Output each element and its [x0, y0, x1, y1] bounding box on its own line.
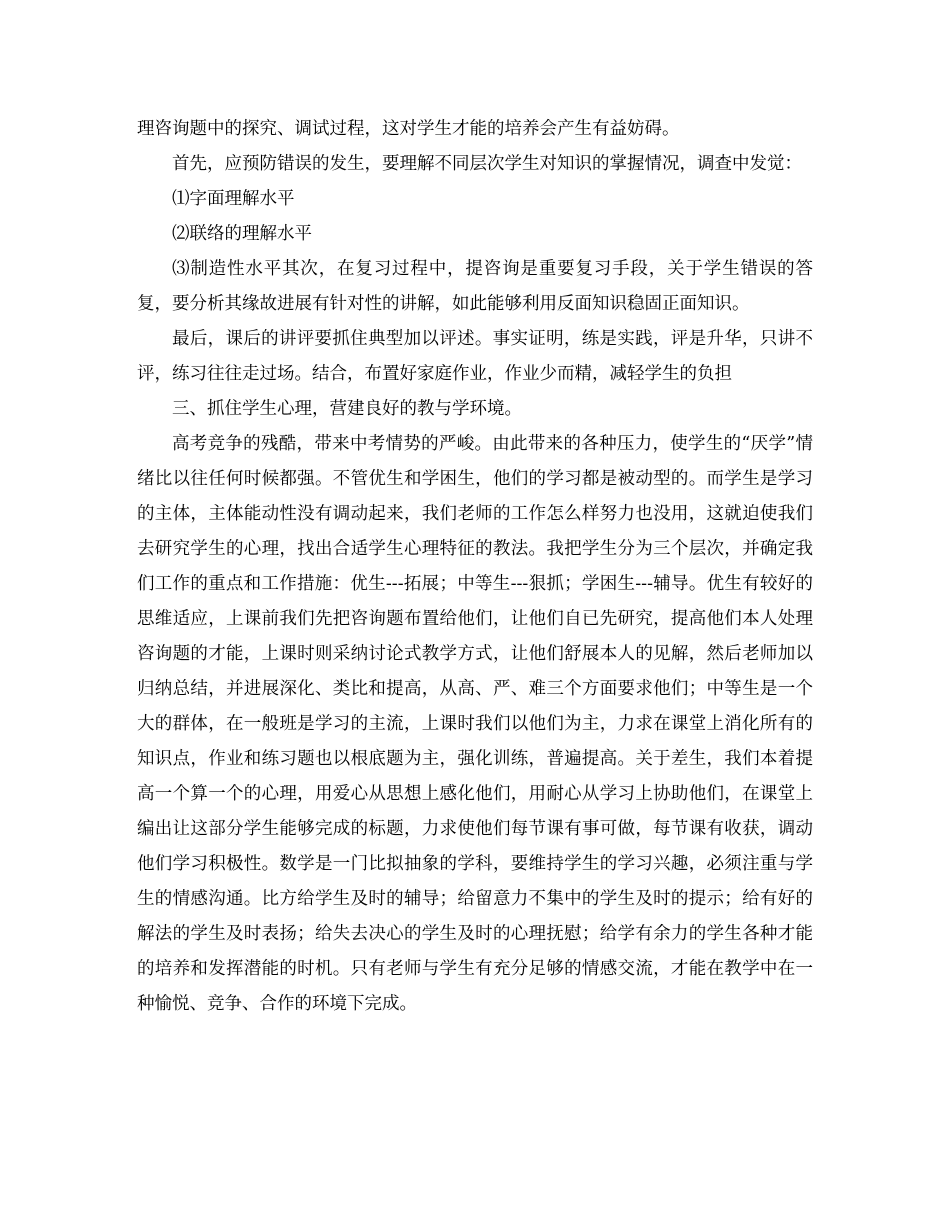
list-item-literal-level: ⑴字面理解水平	[172, 189, 295, 209]
paragraph-exam-pressure: 高考竞争的残酷，带来中考情势的严峻。由此带来的各种压力，使学生的“厌学”情绪比以往任何时候都强。不管优生和学困生，他们的学习都是被动型的。而学生是学习的主体，主体能动性没有调动起来，我们老师的工作怎么样努力也没用，这就迫使我们去研究学生的心理，找出合适学生心理特征的教法。我把学生分为三个层次，并确定我们工作的重点和工作措施：优生---拓展；中等生---狠抓；学困生---辅导。优生有较好的思维适应，上课前我们先把咨询题布置给他们，让他们自已先研究，提高他们本人处理咨询题的才能，上课时则采纳讨论式教学方式，让他们舒展本人的见解，然后老师加以归纳总结，并进展深化、类比和提高，从高、严、难三个方面要求他们；中等生是一个大的群体，在一般班是学习的主流，上课时我们以他们为主，力求在课堂上消化所有的知识点，作业和练习题也以根底题为主，强化训练，普遍提高。关于差生，我们本着提高一个算一个的心理，用爱心从思想上感化他们，用耐心从学习上协助他们，在课堂上编出让这部分学生能够完成的标题，力求使他们每节课有事可做，每节课有收获，调动他们学习积极性。数学是一门比拟抽象的学科，要维持学生的学习兴趣，必须注重与学生的情感沟通。比方给学生及时的辅导；给留意力不集中的学生及时的提示；给有好的解法的学生及时表扬；给失去决心的学生及时的心理抚慰；给学有余力的学生各种才能的培养和发挥潜能的时机。只有老师与学生有充分足够的情感交流，才能在教学中在一种愉悦、竞争、合作的环境下完成。	[137, 434, 813, 1014]
paragraph-error-prevention: 首先，应预防错误的发生，要理解不同层次学生对知识的掌握情况，调查中发觉：	[172, 154, 802, 174]
paragraph-continuation: 理咨询题中的探究、调试过程，这对学生才能的培养会产生有益妨碍。	[137, 119, 680, 139]
list-item-connection-level: ⑵联络的理解水平	[172, 224, 312, 244]
paragraph-review-after-class: 最后，课后的讲评要抓住典型加以评述。事实证明，练是实践，评是升华，只讲不评，练习往往走过场。结合，布置好家庭作业，作业少而精，减轻学生的负担	[137, 329, 813, 384]
list-item-creative-level: ⑶制造性水平其次，在复习过程中，提咨询是重要复习手段，关于学生错误的答复，要分析其缘故进展有针对性的讲解，如此能够利用反面知识稳固正面知识。	[137, 259, 813, 314]
document-body	[137, 112, 813, 1022]
section-heading-student-psychology: 三、抓住学生心理，营建良好的教与学环境。	[172, 399, 522, 419]
